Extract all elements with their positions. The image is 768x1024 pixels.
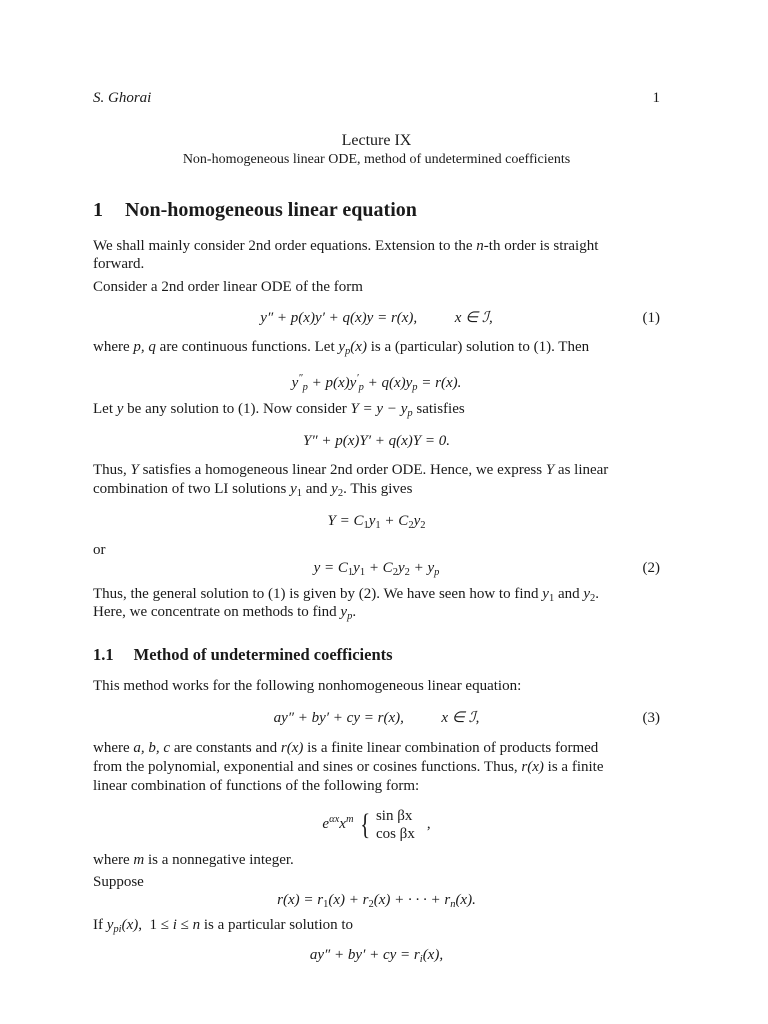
math-fragment: y <box>338 339 346 355</box>
math-fragment: n <box>192 917 201 933</box>
text-fragment: If <box>93 917 107 933</box>
text-fragment: We shall mainly consider 2nd order equations. Extension to the <box>93 238 477 254</box>
math-fragment: pi <box>113 924 122 935</box>
math-fragment: 2 <box>368 899 374 910</box>
math-fragment: y <box>583 586 591 602</box>
math-fragment: 2 <box>392 567 398 578</box>
math-fragment: r(x) <box>521 759 544 775</box>
section-heading <box>93 198 660 222</box>
text-fragment: forward. <box>93 256 145 272</box>
left-brace: { <box>359 807 370 841</box>
text-fragment <box>417 310 455 326</box>
text-fragment: is a finite linear combination of products formed <box>303 740 599 756</box>
text-fragment: from the polynomial, exponential and sines or cosines functions. Thus, <box>93 759 522 775</box>
math-fragment: (x) <box>350 339 367 355</box>
text-fragment: -th order is straight <box>483 238 599 254</box>
cases: sin βx cos βx <box>375 807 415 842</box>
paragraph-line <box>93 916 660 939</box>
math-fragment: n <box>476 238 484 254</box>
lecture-title: Lecture IX <box>341 132 412 149</box>
page-number: 1 <box>652 90 660 106</box>
math-fragment: + p(x)y <box>307 375 357 391</box>
math-fragment: (x). <box>455 892 476 908</box>
text-fragment: Thus, the general solution to (1) is given by (2). We have seen how to find <box>93 586 543 602</box>
text-fragment: satisfies a homogeneous linear 2nd order ODE. Hence, we express <box>138 462 546 478</box>
text-fragment: and <box>302 481 332 497</box>
text-fragment: satisfies <box>412 401 465 417</box>
math-fragment: 2 <box>590 593 596 604</box>
math-fragment: y <box>368 513 376 529</box>
math-fragment: 1 <box>548 593 555 604</box>
text-fragment: where <box>93 852 134 868</box>
math-fragment: y <box>397 560 405 576</box>
math-fragment: 2 <box>404 567 410 578</box>
math-fragment: m <box>133 852 145 868</box>
text-fragment: are constants and <box>170 740 281 756</box>
text-fragment <box>404 710 442 726</box>
function-form-equation: $e^{\alpha x}x^m$ { sin βx cos βx, <box>322 807 431 842</box>
math-fragment: (x) + r <box>328 892 369 908</box>
math-fragment: Y <box>130 462 139 478</box>
paragraph-line <box>93 758 660 776</box>
equation-homogeneous <box>93 432 660 450</box>
text-fragment: where <box>93 740 134 756</box>
math-fragment: p <box>434 567 440 578</box>
math-fragment: 1 <box>347 567 354 578</box>
paragraph-line <box>93 400 660 423</box>
math-fragment: y″ + p(x)y′ + q(x)y = r(x), <box>260 310 418 326</box>
math-fragment: + C <box>365 560 393 576</box>
math-fragment: ay″ + by′ + cy = r(x), <box>273 710 404 726</box>
text-fragment: is a finite <box>543 759 604 775</box>
subsection-number: 1.1 <box>93 645 114 664</box>
equation-r-sum <box>93 891 660 914</box>
paragraph-line <box>93 541 660 559</box>
math-fragment: + C <box>380 513 409 529</box>
math-fragment: y <box>413 513 421 529</box>
section-number: 1 <box>93 199 103 221</box>
text-fragment: This method works for the following nonhomogeneous linear equation: <box>93 678 522 694</box>
paragraph-line <box>93 338 660 361</box>
math-fragment: y <box>353 560 360 576</box>
math-fragment: y <box>291 375 299 391</box>
math-fragment: y <box>331 481 338 497</box>
math-fragment: p <box>347 611 353 622</box>
paragraph-line <box>93 237 660 255</box>
math-fragment: r(x) = r <box>277 892 324 908</box>
text-fragment: Suppose <box>93 874 144 890</box>
paragraph-line <box>93 777 660 795</box>
math-fragment: p <box>345 346 351 357</box>
text-fragment: Let <box>93 401 117 417</box>
lecture-subtitle: Non-homogeneous linear ODE, method of undetermined coefficients <box>182 152 571 167</box>
paragraph-line <box>93 603 660 626</box>
math-fragment: y <box>542 586 549 602</box>
paragraph-line <box>93 677 660 695</box>
text-fragment: Consider a 2nd order linear ODE of the form <box>93 279 363 295</box>
math-fragment: (x) + · · · + r <box>373 892 451 908</box>
text-fragment: , 1 ≤ <box>138 917 173 933</box>
text-fragment: or <box>93 542 106 558</box>
paragraph-line <box>93 278 660 296</box>
math-fragment: x ∈ ℐ, <box>454 310 493 326</box>
math-fragment: + y <box>409 560 435 576</box>
equation-1 <box>93 309 660 327</box>
section-title: Non-homogeneous linear equation <box>125 199 417 221</box>
text-fragment: Here, we concentrate on methods to find <box>93 604 341 620</box>
text-fragment: linear combination of functions of the following form: <box>93 778 420 794</box>
equation-3 <box>93 709 660 727</box>
text-fragment: combination of two LI solutions <box>93 481 291 497</box>
math-fragment: Y = C <box>327 513 364 529</box>
running-header-author: S. Ghorai <box>93 90 152 106</box>
math-fragment: p, q <box>133 339 156 355</box>
paragraph-line <box>93 851 660 869</box>
paragraph-line <box>93 873 660 891</box>
math-fragment: x ∈ ℐ, <box>441 710 480 726</box>
math-fragment: a, b, c <box>133 740 171 756</box>
subsection-title: Method of undetermined coefficients <box>133 645 393 664</box>
equation-ri <box>93 946 660 969</box>
math-fragment: Y″ + p(x)Y′ + q(x)Y = 0. <box>303 433 450 449</box>
math-fragment: 1 <box>375 520 381 531</box>
math-fragment: p <box>358 382 364 393</box>
equation-particular <box>93 370 660 397</box>
paragraph-line <box>93 480 660 503</box>
math-fragment: + q(x)y <box>363 375 413 391</box>
math-fragment: = r(x). <box>417 375 462 391</box>
math-fragment: ay″ + by′ + cy = r <box>309 947 420 963</box>
math-fragment: ′ <box>356 373 359 384</box>
text-fragment: are continuous functions. Let <box>155 339 339 355</box>
math-fragment: n <box>450 899 456 910</box>
math-fragment: y <box>106 917 114 933</box>
math-fragment: y = C <box>313 560 348 576</box>
math-fragment: i <box>419 954 423 965</box>
equation-number: (3) <box>642 710 660 726</box>
equation-general-homogeneous <box>93 512 660 535</box>
math-fragment: 1 <box>323 899 329 910</box>
equation-number: (2) <box>642 560 660 576</box>
text-fragment: Thus, <box>93 462 131 478</box>
equation-number: (1) <box>642 310 660 326</box>
text-fragment: . <box>352 604 357 620</box>
math-fragment: (x) <box>121 917 139 933</box>
math-fragment: Y <box>545 462 555 478</box>
math-fragment: 2 <box>420 520 426 531</box>
math-fragment: y <box>116 401 124 417</box>
math-fragment: y <box>340 604 348 620</box>
text-fragment: ≤ <box>176 917 193 933</box>
math-fragment: 1 <box>363 520 369 531</box>
math-fragment: p <box>412 382 418 393</box>
paragraph-line <box>93 255 660 273</box>
math-fragment: 2 <box>408 520 414 531</box>
math-fragment: r(x) <box>280 740 304 756</box>
math-fragment: 1 <box>359 567 366 578</box>
math-fragment: Y = y − y <box>350 401 408 417</box>
text-fragment: as linear <box>554 462 609 478</box>
text-fragment: is a nonnegative integer. <box>144 852 294 868</box>
text-fragment: is a particular solution to <box>200 917 354 933</box>
math-fragment: p <box>302 382 308 393</box>
math-fragment: (x), <box>422 947 444 963</box>
math-fragment: p <box>407 408 413 419</box>
equation-2 <box>93 559 660 582</box>
paragraph-line <box>93 739 660 757</box>
math-fragment: i <box>172 917 177 933</box>
text-fragment: be any solution to (1). Now consider <box>123 401 351 417</box>
math-fragment: 1 <box>296 488 302 499</box>
subsection-heading <box>93 645 660 665</box>
math-fragment: ″ <box>298 373 303 384</box>
paragraph-line <box>93 461 660 479</box>
math-fragment: y <box>290 481 297 497</box>
text-fragment: is a (particular) solution to (1). Then <box>366 339 590 355</box>
text-fragment: . <box>595 586 600 602</box>
math-fragment: 2 <box>337 488 344 499</box>
text-fragment: where <box>93 339 134 355</box>
text-fragment: and <box>554 586 584 602</box>
text-fragment: . This gives <box>343 481 413 497</box>
